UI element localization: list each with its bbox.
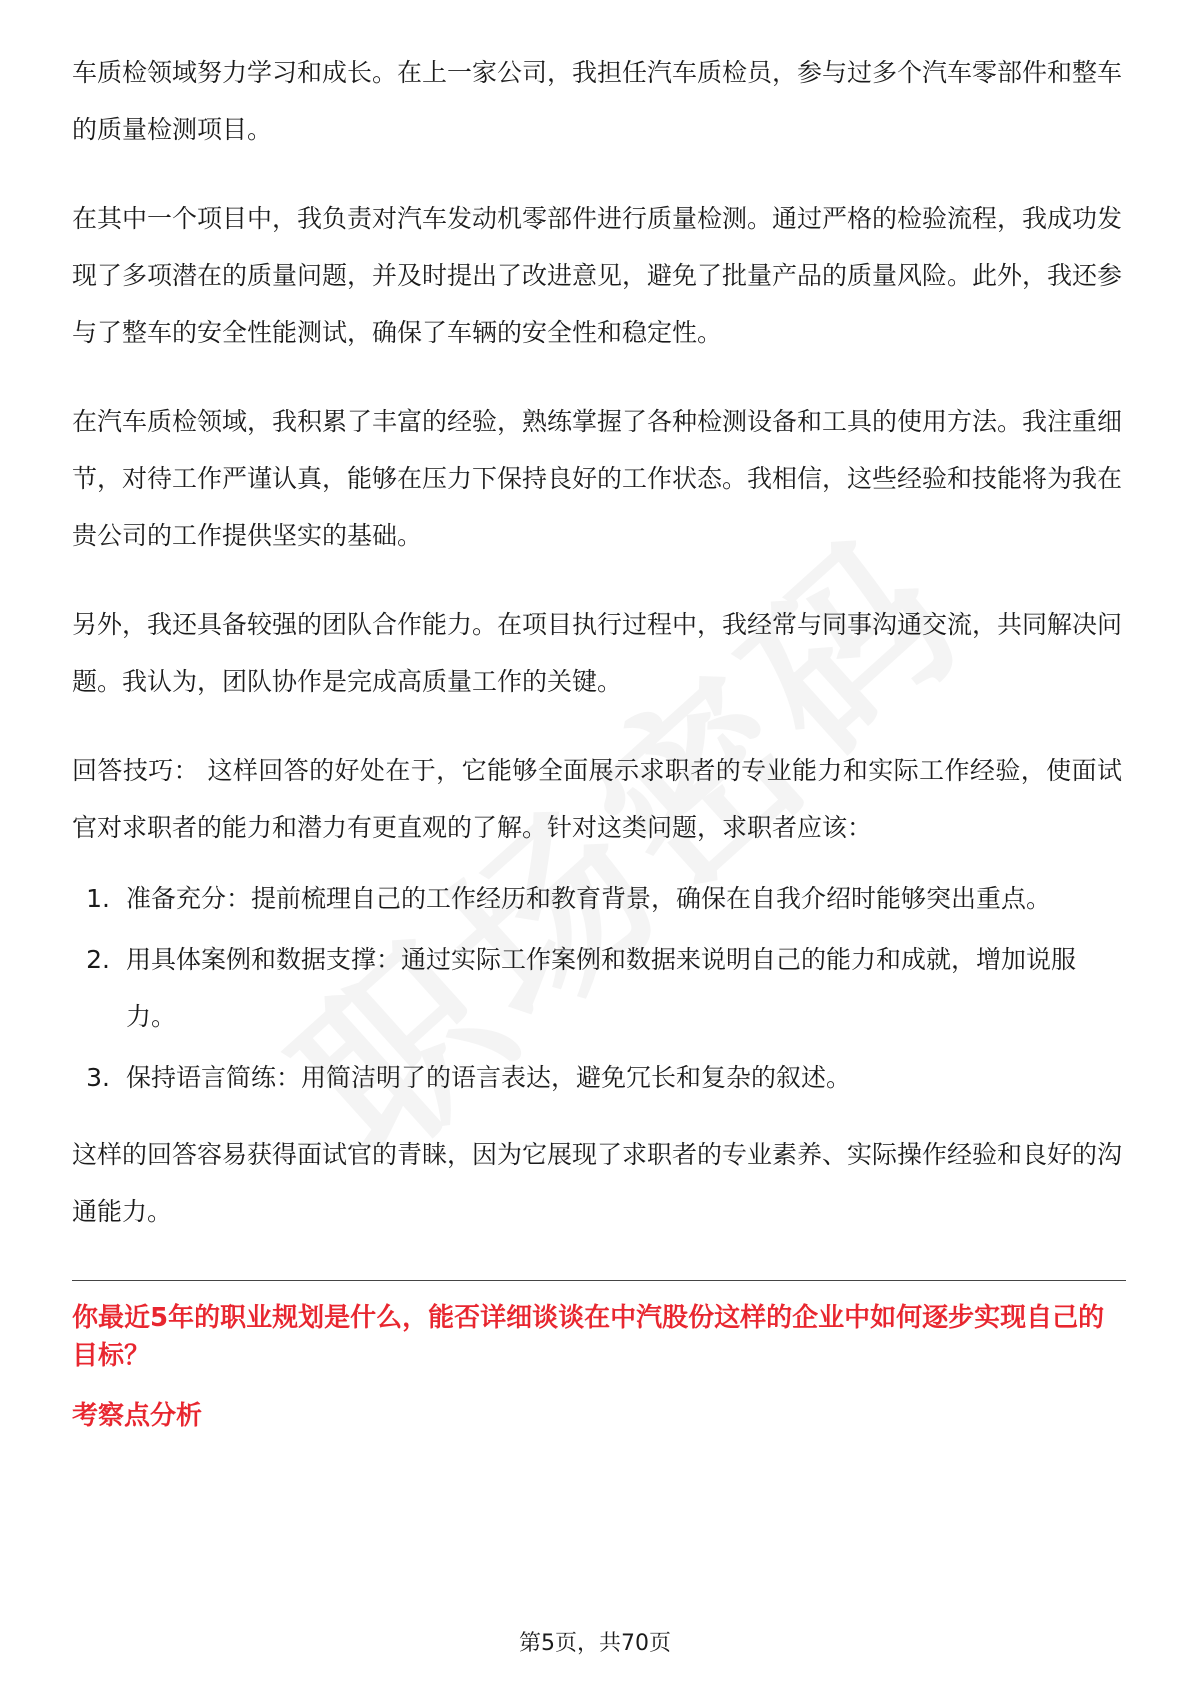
- tips-list: [72, 870, 1122, 1106]
- list-item-number: 1.: [86, 884, 110, 913]
- list-item: [72, 870, 1122, 927]
- section-title: 考察点分析: [72, 1401, 203, 1431]
- list-item-number: 3.: [86, 1063, 110, 1092]
- paragraph-4: 另外，我还具备较强的团队合作能力。在项目执行过程中，我经常与同事沟通交流，共同解决问题。我认为，团队协作是完成高质量工作的关键。: [72, 610, 1123, 696]
- closing-paragraph: 这样的回答容易获得面试官的青睐，因为它展现了求职者的专业素养、实际操作经验和良好的沟通能力。: [72, 1140, 1123, 1226]
- page-number: 第5页，共70页: [519, 1631, 671, 1656]
- list-item-text: 准备充分：提前梳理自己的工作经历和教育背景，确保在自我介绍时能够突出重点。: [126, 884, 1052, 913]
- list-item-text: 保持语言简练：用简洁明了的语言表达，避免冗长和复杂的叙述。: [126, 1063, 852, 1092]
- paragraph-2: 在其中一个项目中，我负责对汽车发动机零部件进行质量检测。通过严格的检验流程，我成功发现了多项潜在的质量问题，并及时提出了改进意见，避免了批量产品的质量风险。此外，我还参与了整车的安全性能测试，确保了车辆的安全性和稳定性。: [72, 204, 1123, 347]
- document-body: [72, 44, 1122, 1435]
- section-divider: [72, 1280, 1126, 1281]
- list-item-text: 用具体案例和数据支撑：通过实际工作案例和数据来说明自己的能力和成就，增加说服力。: [126, 945, 1077, 1031]
- next-question-heading: 你最近5年的职业规划是什么，能否详细谈谈在中汽股份这样的企业中如何逐步实现自己的目标？: [72, 1303, 1105, 1371]
- paragraph-3: 在汽车质检领域，我积累了丰富的经验，熟练掌握了各种检测设备和工具的使用方法。我注重细节，对待工作严谨认真，能够在压力下保持良好的工作状态。我相信，这些经验和技能将为我在贵公司的工作提供坚实的基础。: [72, 407, 1123, 550]
- answer-tips-intro: 回答技巧： 这样回答的好处在于，它能够全面展示求职者的专业能力和实际工作经验，使面试官对求职者的能力和潜力有更直观的了解。针对这类问题，求职者应该：: [72, 756, 1122, 842]
- list-item: [72, 931, 1122, 1045]
- paragraph-1: 车质检领域努力学习和成长。在上一家公司，我担任汽车质检员，参与过多个汽车零部件和整车的质量检测项目。: [72, 58, 1123, 144]
- list-item-number: 2.: [86, 945, 110, 974]
- list-item: [72, 1049, 1122, 1106]
